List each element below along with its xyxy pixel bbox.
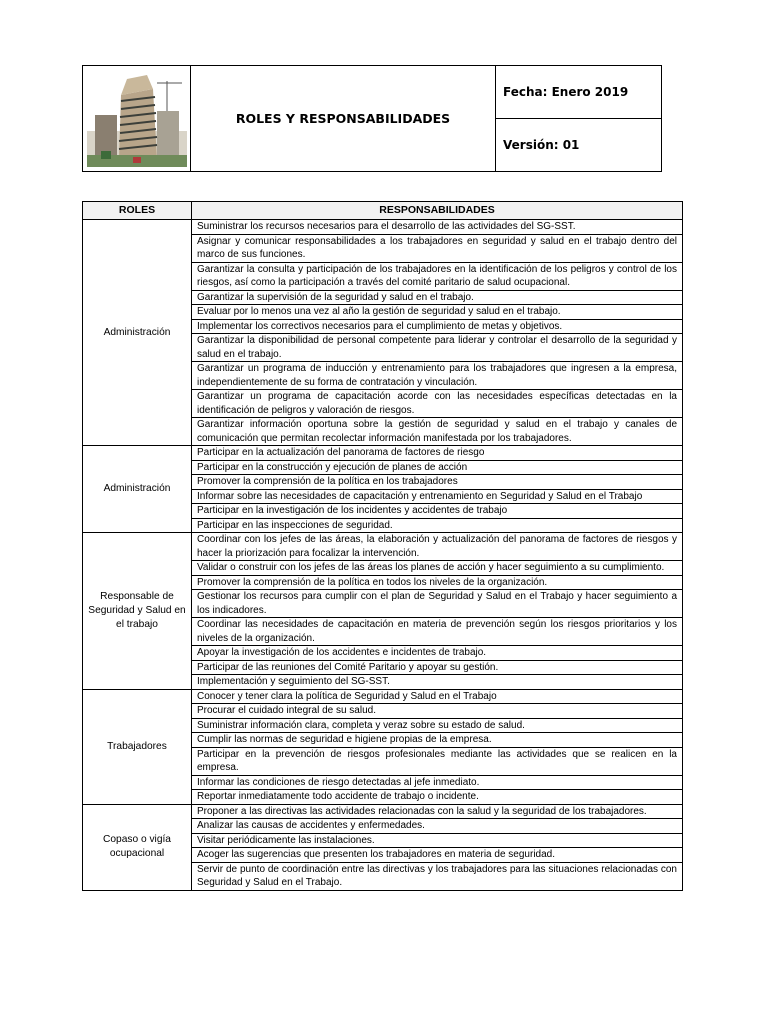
responsibility-item: Promover la comprensión de la política en los trabajadores [192,475,683,490]
responsibility-item: Reportar inmediatamente todo accidente de trabajo o incidente. [192,790,683,805]
responsibilities-column-header: RESPONSABILIDADES [192,202,683,220]
responsibility-item: Proponer a las directivas las actividades relacionadas con la salud y la seguridad de los trabajadores. [192,804,683,819]
responsibility-item: Evaluar por lo menos una vez al año la gestión de seguridad y salud en el trabajo. [192,305,683,320]
role-name: Responsable de Seguridad y Salud en el trabajo [83,533,192,690]
table-row [83,220,683,235]
role-name: Administración [83,220,192,446]
responsibility-item: Servir de punto de coordinación entre las directivas y los trabajadores para las situaciones relacionadas con Seguridad y Salud en el Trabajo. [192,862,683,890]
document-date: Fecha: Enero 2019 [496,66,662,119]
responsibility-item: Cumplir las normas de seguridad e higiene propias de la empresa. [192,733,683,748]
responsibility-item: Gestionar los recursos para cumplir con el plan de Seguridad y Salud en el Trabajo y hacer seguimiento a los indicadores. [192,590,683,618]
table-row [83,804,683,819]
responsibility-item: Visitar periódicamente las instalaciones. [192,833,683,848]
responsibility-item: Participar en la prevención de riesgos profesionales mediante las actividades que se realicen en la empresa. [192,747,683,775]
responsibility-item: Participar de las reuniones del Comité Paritario y apoyar su gestión. [192,660,683,675]
responsibility-item: Coordinar con los jefes de las áreas, la elaboración y actualización del panorama de factores de riesgos y hacer la priorización para focalizar la intervención. [192,533,683,561]
document-title: ROLES Y RESPONSABILIDADES [191,66,496,172]
responsibility-item: Informar las condiciones de riesgo detectadas al jefe inmediato. [192,775,683,790]
table-row [83,533,683,561]
responsibility-item: Procurar el cuidado integral de su salud. [192,704,683,719]
responsibility-item: Garantizar la consulta y participación de los trabajadores en la identificación de los peligros y control de los riesgos, así como la participación a través del comité paritario de salud ocupacional. [192,262,683,290]
responsibility-item: Garantizar la supervisión de la seguridad y salud en el trabajo. [192,290,683,305]
table-header-row [83,202,683,220]
building-photo [87,71,187,167]
responsibility-item: Participar en la investigación de los incidentes y accidentes de trabajo [192,504,683,519]
role-name: Administración [83,446,192,533]
role-name: Copaso o vigía ocupacional [83,804,192,890]
responsibility-item: Garantizar un programa de capacitación acorde con las necesidades específicas detectadas en la identificación de peligros y valoración de riesgos. [192,390,683,418]
responsibility-item: Apoyar la investigación de los accidentes e incidentes de trabajo. [192,646,683,661]
roles-table-body [83,220,683,891]
responsibility-item: Validar o construir con los jefes de las áreas los planes de acción y hacer seguimiento a su cumplimiento. [192,561,683,576]
responsibility-item: Suministrar los recursos necesarios para el desarrollo de las actividades del SG-SST. [192,220,683,235]
responsibility-item: Promover la comprensión de la política en todos los niveles de la organización. [192,575,683,590]
responsibility-item: Garantizar la disponibilidad de personal competente para liderar y controlar el desarrollo de la seguridad y salud en el trabajo. [192,334,683,362]
responsibility-item: Asignar y comunicar responsabilidades a los trabajadores en seguridad y salud en el trabajo dentro del marco de sus funciones. [192,234,683,262]
responsibility-item: Suministrar información clara, completa y veraz sobre su estado de salud. [192,718,683,733]
roles-column-header: ROLES [83,202,192,220]
responsibility-item: Participar en la actualización del panorama de factores de riesgo [192,446,683,461]
table-row [83,689,683,704]
role-name: Trabajadores [83,689,192,804]
document-header [82,65,662,172]
responsibility-item: Participar en las inspecciones de seguridad. [192,518,683,533]
responsibility-item: Acoger las sugerencias que presenten los trabajadores en materia de seguridad. [192,848,683,863]
responsibility-item: Garantizar información oportuna sobre la gestión de seguridad y salud en el trabajo y canales de comunicación que permitan recolectar información manifestada por los trabajadores. [192,418,683,446]
responsibility-item: Analizar las causas de accidentes y enfermedades. [192,819,683,834]
responsibility-item: Informar sobre las necesidades de capacitación y entrenamiento en Seguridad y Salud en el Trabajo [192,489,683,504]
responsibility-item: Implementación y seguimiento del SG-SST. [192,675,683,690]
responsibility-item: Garantizar un programa de inducción y entrenamiento para los trabajadores que ingresen a la empresa, independientemente de su forma de contratación y vinculación. [192,362,683,390]
responsibility-item: Participar en la construcción y ejecución de planes de acción [192,460,683,475]
table-row [83,446,683,461]
company-logo-cell [83,66,191,172]
responsibility-item: Coordinar las necesidades de capacitación en materia de prevención según los riesgos prioritarios y los niveles de la organización. [192,618,683,646]
responsibility-item: Conocer y tener clara la política de Seguridad y Salud en el Trabajo [192,689,683,704]
roles-table [82,201,683,891]
responsibility-item: Implementar los correctivos necesarios para el cumplimiento de metas y objetivos. [192,319,683,334]
document-version: Versión: 01 [496,119,662,172]
